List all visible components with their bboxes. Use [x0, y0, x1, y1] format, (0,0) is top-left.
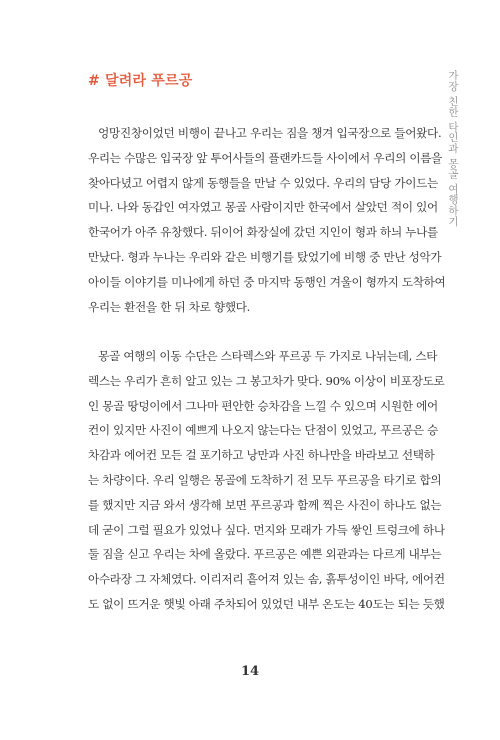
text-line: 엉망진창이었던 비행이 끝나고 우리는 짐을 챙겨 입국장으로 들어왔다. — [88, 126, 442, 140]
text-line: 만났다. 형과 누나는 우리와 같은 비행기를 탔었기에 비행 중 만난 성악가 — [88, 249, 442, 264]
text-line: 한국어가 아주 유창했다. 뒤이어 화장실에 갔던 지인이 형과 하늬 누나를 — [88, 225, 438, 240]
text-line: 차감과 에어컨 모든 걸 포기하고 낭만과 사진 하나만을 바라보고 선택하 — [88, 448, 435, 463]
text-line: 우리는 환전을 한 뒤 차로 향했다. — [88, 299, 251, 314]
text-line: 데 굳이 그럴 필요가 있었나 싶다. 먼지와 모래가 가득 쌓인 트렁크에 하나 — [88, 522, 445, 537]
text-line: 를 했지만 지금 와서 생각해 보면 푸르공과 함께 찍은 사진이 하나도 없는 — [88, 497, 442, 512]
text-line: 도 없이 뜨거운 햇빛 아래 주차되어 있었던 내부 온도는 40도는 되는 듯했 — [88, 596, 445, 611]
text-line: 인 몽골 땅덩이에서 그나마 편안한 승차감을 느낄 수 있으며 시원한 에어 — [88, 398, 438, 413]
text-line: 렉스는 우리가 흔히 알고 있는 그 봉고차가 맞다. 90% 이상이 비포장도로 — [88, 373, 445, 388]
running-head: 가장 친한 타인과 몽골 여행하기 — [447, 70, 459, 227]
paragraph-1 — [88, 121, 446, 319]
section-heading: # 달려라 푸르공 — [88, 73, 193, 89]
text-line: 몽골 여행의 이동 수단은 스타렉스와 푸르공 두 가지로 나뉘는데, 스타 — [88, 349, 438, 363]
text-line: 는 차량이다. 우리 일행은 몽골에 도착하기 전 모두 푸르공을 타기로 합의 — [88, 472, 442, 487]
text-line: 미나. 나와 동갑인 여자였고 몽골 사람이지만 한국에서 살았던 적이 있어 — [88, 200, 438, 215]
text-line: 아수라장 그 자체였다. 이리저리 흩어져 있는 솜, 흙투성이인 바닥, 에어컨 — [88, 572, 445, 587]
text-line: 둘 짐을 싣고 우리는 차에 올랐다. 푸르공은 예쁜 외관과는 다르게 내부는 — [88, 547, 442, 562]
text-line: 아이들 이야기를 미나에게 하던 중 마지막 동행인 겨울이 형까지 도착하여 — [88, 274, 446, 289]
text-line: 우리는 수많은 입국장 앞 투어사들의 플랜카드들 사이에서 우리의 이름을 — [88, 150, 443, 165]
text-line: 찾아다녔고 어렵지 않게 동행들을 만날 수 있었다. 우리의 담당 가이드는 — [88, 175, 438, 190]
text-line: 컨이 있지만 사진이 예쁘게 나오지 않는다는 단점이 있었고, 푸르공은 승 — [88, 423, 438, 438]
paragraph-2 — [88, 344, 445, 617]
page-number: 14 — [240, 664, 260, 679]
